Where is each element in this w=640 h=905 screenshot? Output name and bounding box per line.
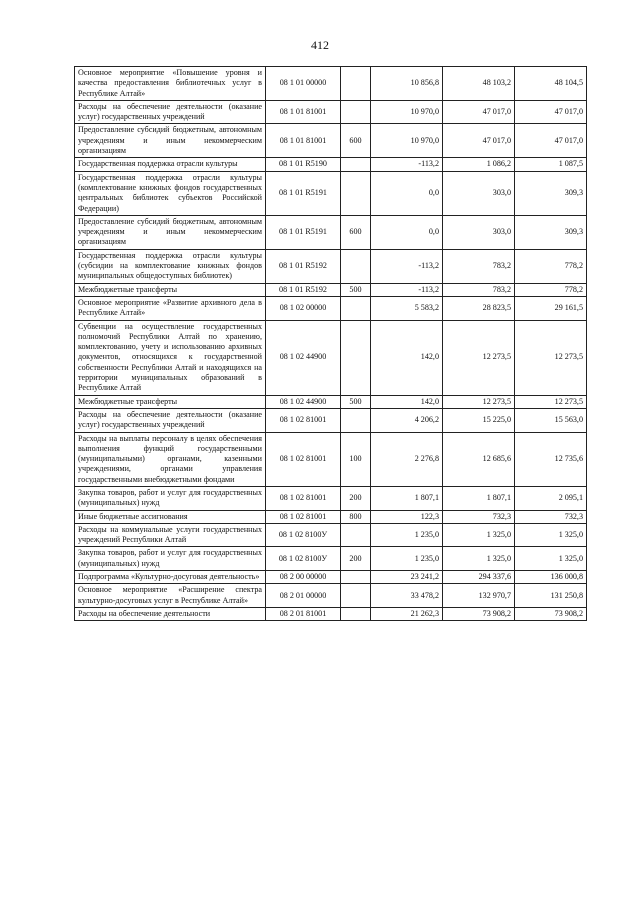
expense-type-code-cell: 200 — [341, 486, 371, 510]
table-row — [75, 432, 587, 486]
amount-cell-1: 1 807,1 — [371, 486, 443, 510]
expense-type-code-cell: 100 — [341, 432, 371, 486]
expense-name-cell: Закупка товаров, работ и услуг для государственных (муниципальных) нужд — [75, 547, 266, 571]
expense-type-code-cell — [341, 158, 371, 171]
target-article-code-cell: 08 1 02 81001 — [266, 432, 341, 486]
amount-cell-2: 73 908,2 — [443, 607, 515, 620]
expense-name-cell: Предоставление субсидий бюджетным, автономным учреждениям и иным некоммерческим организациям — [75, 124, 266, 158]
table-row — [75, 510, 587, 523]
target-article-code-cell: 08 1 02 81001 — [266, 486, 341, 510]
target-article-code-cell: 08 2 01 81001 — [266, 607, 341, 620]
amount-cell-3: 309,3 — [515, 171, 587, 215]
amount-cell-1: 1 235,0 — [371, 523, 443, 547]
amount-cell-3: 12 273,5 — [515, 395, 587, 408]
amount-cell-3: 131 250,8 — [515, 584, 587, 608]
table-row — [75, 215, 587, 249]
amount-cell-1: 5 583,2 — [371, 296, 443, 320]
table-row — [75, 320, 587, 395]
expense-name-cell: Государственная поддержка отрасли культуры (комплектование книжных фондов государственных центральных библиотек субъектов Российской Федерации) — [75, 171, 266, 215]
expense-name-cell: Государственная поддержка отрасли культуры — [75, 158, 266, 171]
expense-name-cell: Межбюджетные трансферты — [75, 283, 266, 296]
expense-name-cell: Расходы на коммунальные услуги государственных учреждений Республики Алтай — [75, 523, 266, 547]
target-article-code-cell: 08 1 01 R5192 — [266, 249, 341, 283]
table-row — [75, 571, 587, 584]
amount-cell-2: 12 685,6 — [443, 432, 515, 486]
amount-cell-2: 783,2 — [443, 249, 515, 283]
table-row — [75, 395, 587, 408]
table-row — [75, 584, 587, 608]
target-article-code-cell: 08 1 01 R5191 — [266, 171, 341, 215]
amount-cell-1: 33 478,2 — [371, 584, 443, 608]
amount-cell-3: 12 735,6 — [515, 432, 587, 486]
expense-name-cell: Расходы на выплаты персоналу в целях обеспечения выполнения функций государственными (муниципальными) органами, казенными учреждениями, органами управления государственными внебюджетными фондами — [75, 432, 266, 486]
expense-name-cell: Закупка товаров, работ и услуг для государственных (муниципальных) нужд — [75, 486, 266, 510]
expense-type-code-cell: 600 — [341, 124, 371, 158]
target-article-code-cell: 08 1 01 R5191 — [266, 215, 341, 249]
table-row — [75, 249, 587, 283]
table-row — [75, 607, 587, 620]
amount-cell-3: 15 563,0 — [515, 408, 587, 432]
amount-cell-1: 122,3 — [371, 510, 443, 523]
amount-cell-2: 48 103,2 — [443, 67, 515, 101]
expense-name-cell: Основное мероприятие «Развитие архивного дела в Республике Алтай» — [75, 296, 266, 320]
budget-table — [74, 66, 587, 621]
expense-type-code-cell: 800 — [341, 510, 371, 523]
table-row — [75, 171, 587, 215]
amount-cell-2: 47 017,0 — [443, 124, 515, 158]
target-article-code-cell: 08 2 00 00000 — [266, 571, 341, 584]
table-row — [75, 296, 587, 320]
expense-type-code-cell — [341, 67, 371, 101]
expense-type-code-cell: 500 — [341, 283, 371, 296]
target-article-code-cell: 08 1 02 81001 — [266, 408, 341, 432]
amount-cell-3: 29 161,5 — [515, 296, 587, 320]
table-row — [75, 124, 587, 158]
amount-cell-2: 732,3 — [443, 510, 515, 523]
target-article-code-cell: 08 1 01 81001 — [266, 100, 341, 124]
table-row — [75, 283, 587, 296]
amount-cell-2: 12 273,5 — [443, 395, 515, 408]
expense-type-code-cell — [341, 607, 371, 620]
expense-type-code-cell — [341, 571, 371, 584]
table-row — [75, 408, 587, 432]
expense-type-code-cell — [341, 584, 371, 608]
target-article-code-cell: 08 1 02 8100У — [266, 547, 341, 571]
amount-cell-3: 1 325,0 — [515, 523, 587, 547]
amount-cell-2: 28 823,5 — [443, 296, 515, 320]
table-row — [75, 547, 587, 571]
expense-name-cell: Предоставление субсидий бюджетным, автономным учреждениям и иным некоммерческим организациям — [75, 215, 266, 249]
expense-name-cell: Субвенции на осуществление государственных полномочий Республики Алтай по хранению, комплектованию, учету и использованию архивных документов, относящихся к государственной собственности Республики Алтай и находящихся на территории муниципальных образований в Республике Алтай — [75, 320, 266, 395]
expense-type-code-cell — [341, 320, 371, 395]
amount-cell-3: 778,2 — [515, 249, 587, 283]
amount-cell-3: 47 017,0 — [515, 100, 587, 124]
table-body — [75, 67, 587, 621]
amount-cell-1: 1 235,0 — [371, 547, 443, 571]
amount-cell-3: 12 273,5 — [515, 320, 587, 395]
amount-cell-2: 1 325,0 — [443, 547, 515, 571]
amount-cell-2: 132 970,7 — [443, 584, 515, 608]
amount-cell-1: 142,0 — [371, 320, 443, 395]
expense-type-code-cell — [341, 408, 371, 432]
expense-type-code-cell — [341, 100, 371, 124]
amount-cell-1: 21 262,3 — [371, 607, 443, 620]
amount-cell-3: 2 095,1 — [515, 486, 587, 510]
amount-cell-3: 1 325,0 — [515, 547, 587, 571]
expense-name-cell: Расходы на обеспечение деятельности (оказание услуг) государственных учреждений — [75, 100, 266, 124]
expense-name-cell: Государственная поддержка отрасли культуры (субсидии на комплектование книжных фондов муниципальных общедоступных библиотек) — [75, 249, 266, 283]
amount-cell-2: 783,2 — [443, 283, 515, 296]
expense-type-code-cell — [341, 296, 371, 320]
amount-cell-2: 303,0 — [443, 171, 515, 215]
target-article-code-cell: 08 1 02 44900 — [266, 395, 341, 408]
expense-name-cell: Межбюджетные трансферты — [75, 395, 266, 408]
amount-cell-1: 10 856,8 — [371, 67, 443, 101]
amount-cell-1: 10 970,0 — [371, 124, 443, 158]
amount-cell-1: 4 206,2 — [371, 408, 443, 432]
expense-name-cell: Подпрограмма «Культурно-досуговая деятельность» — [75, 571, 266, 584]
amount-cell-1: 2 276,8 — [371, 432, 443, 486]
amount-cell-1: -113,2 — [371, 249, 443, 283]
amount-cell-2: 15 225,0 — [443, 408, 515, 432]
table-row — [75, 523, 587, 547]
expense-name-cell: Основное мероприятие «Расширение спектра культурно-досуговых услуг в Республике Алтай» — [75, 584, 266, 608]
table-row — [75, 158, 587, 171]
amount-cell-3: 778,2 — [515, 283, 587, 296]
expense-name-cell: Расходы на обеспечение деятельности (оказание услуг) государственных учреждений — [75, 408, 266, 432]
amount-cell-2: 12 273,5 — [443, 320, 515, 395]
expense-type-code-cell: 500 — [341, 395, 371, 408]
table-row — [75, 67, 587, 101]
amount-cell-2: 47 017,0 — [443, 100, 515, 124]
amount-cell-1: 0,0 — [371, 215, 443, 249]
amount-cell-3: 309,3 — [515, 215, 587, 249]
target-article-code-cell: 08 1 01 81001 — [266, 124, 341, 158]
target-article-code-cell: 08 1 02 81001 — [266, 510, 341, 523]
expense-name-cell: Иные бюджетные ассигнования — [75, 510, 266, 523]
target-article-code-cell: 08 1 01 00000 — [266, 67, 341, 101]
amount-cell-2: 303,0 — [443, 215, 515, 249]
amount-cell-1: 10 970,0 — [371, 100, 443, 124]
amount-cell-2: 294 337,6 — [443, 571, 515, 584]
table-row — [75, 486, 587, 510]
amount-cell-3: 1 087,5 — [515, 158, 587, 171]
amount-cell-2: 1 807,1 — [443, 486, 515, 510]
expense-type-code-cell — [341, 249, 371, 283]
amount-cell-3: 732,3 — [515, 510, 587, 523]
expense-name-cell: Расходы на обеспечение деятельности — [75, 607, 266, 620]
amount-cell-2: 1 086,2 — [443, 158, 515, 171]
amount-cell-1: 0,0 — [371, 171, 443, 215]
amount-cell-1: 142,0 — [371, 395, 443, 408]
table-row — [75, 100, 587, 124]
expense-type-code-cell: 200 — [341, 547, 371, 571]
page-number: 412 — [311, 38, 329, 52]
target-article-code-cell: 08 1 02 44900 — [266, 320, 341, 395]
target-article-code-cell: 08 1 02 00000 — [266, 296, 341, 320]
amount-cell-1: -113,2 — [371, 283, 443, 296]
amount-cell-1: -113,2 — [371, 158, 443, 171]
amount-cell-3: 73 908,2 — [515, 607, 587, 620]
target-article-code-cell: 08 1 02 8100У — [266, 523, 341, 547]
target-article-code-cell: 08 1 01 R5192 — [266, 283, 341, 296]
target-article-code-cell: 08 2 01 00000 — [266, 584, 341, 608]
amount-cell-2: 1 325,0 — [443, 523, 515, 547]
expense-name-cell: Основное мероприятие «Повышение уровня и качества предоставления библиотечных услуг в Республике Алтай» — [75, 67, 266, 101]
expense-type-code-cell — [341, 171, 371, 215]
amount-cell-3: 136 000,8 — [515, 571, 587, 584]
expense-type-code-cell — [341, 523, 371, 547]
amount-cell-1: 23 241,2 — [371, 571, 443, 584]
amount-cell-3: 48 104,5 — [515, 67, 587, 101]
amount-cell-3: 47 017,0 — [515, 124, 587, 158]
target-article-code-cell: 08 1 01 R5190 — [266, 158, 341, 171]
expense-type-code-cell: 600 — [341, 215, 371, 249]
